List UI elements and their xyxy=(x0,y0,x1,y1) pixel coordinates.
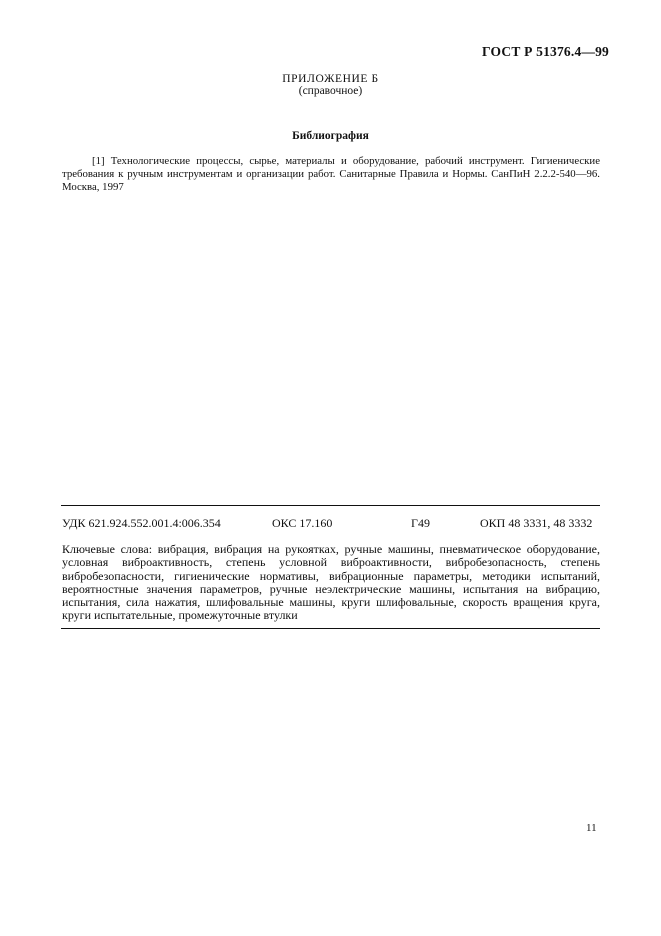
appendix-subtitle: (справочное) xyxy=(298,85,363,97)
appendix-title: ПРИЛОЖЕНИЕ Б xyxy=(282,73,379,85)
okp-code: ОКП 48 3331, 48 3332 xyxy=(480,516,593,530)
document-code: ГОСТ Р 51376.4—99 xyxy=(482,44,609,59)
udk-code: УДК 621.924.552.001.4:006.354 xyxy=(62,516,221,530)
keywords: Ключевые слова: вибрация, вибрация на рукоятках, ручные машины, пневматическое оборудование, условная виброактивность, степень условной виброактивности, вибробезопасность, степень вибробезопасности, гигиенические нормативы, вибрационные параметры, методики испытаний, вероятностные значения параметров, ручные неэлектрические машины, испытания на вибрацию, испытания, сила нажатия, шлифовальные машины, круги шлифовальные, скорость вращения круга, круги испытательные, промежуточные втулки xyxy=(62,542,600,623)
divider-top xyxy=(61,505,600,506)
bibliography-entry: [1] Технологические процессы, сырье, материалы и оборудование, рабочий инструмент. Гигиенические требования к ручным инструментам и организации работ. Санитарные Правила и Нормы. СанПиН 2.2.2-540—96. Москва, 1997 xyxy=(62,155,600,194)
page-number: 11 xyxy=(586,822,597,834)
bibliography-title: Библиография xyxy=(292,130,369,142)
group-code: Г49 xyxy=(411,516,430,530)
oks-code: ОКС 17.160 xyxy=(272,516,333,530)
classification-row xyxy=(62,515,600,531)
divider-bottom xyxy=(61,628,600,629)
